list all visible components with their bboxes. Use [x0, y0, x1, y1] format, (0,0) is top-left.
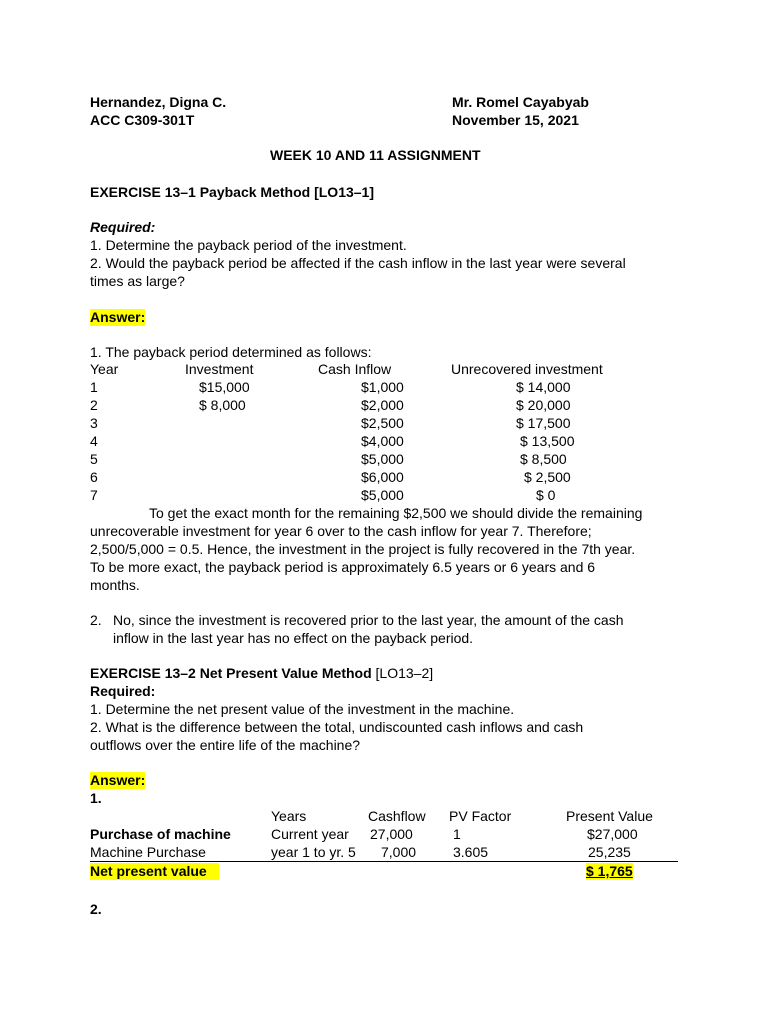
- exercise-2-requirement-2-cont: outflows over the entire life of the machine?: [90, 737, 361, 753]
- table-row: [0, 379, 768, 397]
- exercise-2-title-objective: [LO13–2]: [371, 665, 434, 681]
- exercise-2-answer-1-number: 1.: [90, 790, 102, 806]
- exercise-1-required-label: Required:: [90, 219, 156, 235]
- table-row: [0, 826, 768, 844]
- cell-pv-factor: 1: [453, 826, 461, 842]
- cell-years: Current year: [271, 826, 349, 842]
- col-header-years: Years: [271, 808, 307, 824]
- exercise-2-answer-2-number: 2.: [90, 901, 102, 917]
- cell-label: Machine Purchase: [90, 844, 206, 860]
- exercise-1-answer-1-intro: 1. The payback period determined as follows:: [90, 344, 372, 360]
- npv-total-row: [0, 863, 768, 881]
- table-row: [0, 433, 768, 451]
- net-present-value-label: Net present value: [90, 863, 219, 880]
- cell-cash-inflow: $5,000: [361, 451, 404, 467]
- cell-year: 6: [90, 469, 98, 485]
- cell-unrecovered: $ 0: [536, 487, 556, 503]
- npv-table-header: [0, 808, 768, 826]
- exercise-2-requirement-2: 2. What is the difference between the total, undiscounted cash inflows and cash: [90, 719, 584, 735]
- cell-unrecovered: $ 8,500: [520, 451, 567, 467]
- exercise-2-title-main: EXERCISE 13–2 Net Present Value Method: [90, 665, 372, 681]
- explanation-line-4: To be more exact, the payback period is approximately 6.5 years or 6 years and 6: [90, 559, 596, 575]
- cell-years: year 1 to yr. 5: [271, 844, 356, 860]
- exercise-1-title: EXERCISE 13–1 Payback Method [LO13–1]: [90, 184, 374, 200]
- cell-label: Purchase of machine: [90, 826, 231, 842]
- col-header-pv-factor: PV Factor: [449, 808, 512, 824]
- cell-investment: $ 8,000: [199, 397, 246, 413]
- cell-present-value: $27,000: [587, 826, 638, 842]
- exercise-1-answer-2-cont: inflow in the last year has no effect on the payback period.: [113, 630, 474, 646]
- cell-year: 3: [90, 415, 98, 431]
- course-code: ACC C309-301T: [90, 112, 195, 128]
- cell-cash-inflow: $2,000: [361, 397, 404, 413]
- cell-present-value: 25,235: [588, 844, 631, 860]
- exercise-1-answer-2-number: 2.: [90, 612, 102, 628]
- cell-cash-inflow: $4,000: [361, 433, 404, 449]
- payback-table-header: [0, 361, 768, 379]
- cell-year: 1: [90, 379, 98, 395]
- total-rule: [90, 861, 678, 862]
- instructor-name: Mr. Romel Cayabyab: [452, 94, 589, 110]
- student-name: Hernandez, Digna C.: [90, 94, 227, 110]
- submission-date: November 15, 2021: [452, 112, 579, 128]
- cell-year: 7: [90, 487, 98, 503]
- table-row: [0, 469, 768, 487]
- col-header-year: Year: [90, 361, 119, 377]
- assignment-title: WEEK 10 AND 11 ASSIGNMENT: [270, 147, 481, 163]
- exercise-2-requirement-1: 1. Determine the net present value of the investment in the machine.: [90, 701, 515, 717]
- exercise-2-required-label: Required:: [90, 683, 156, 699]
- table-row: [0, 451, 768, 469]
- exercise-1-answer-2: No, since the investment is recovered prior to the last year, the amount of the cash: [113, 612, 624, 628]
- cell-cashflow: 7,000: [381, 844, 417, 860]
- exercise-2-answer-label: Answer:: [90, 772, 146, 788]
- cell-cash-inflow: $1,000: [361, 379, 404, 395]
- col-header-unrecovered: Unrecovered investment: [451, 361, 603, 377]
- cell-unrecovered: $ 20,000: [516, 397, 571, 413]
- cell-unrecovered: $ 13,500: [520, 433, 575, 449]
- explanation-line-5: months.: [90, 577, 140, 593]
- exercise-1-requirement-2-cont: times as large?: [90, 273, 185, 289]
- col-header-cash-inflow: Cash Inflow: [318, 361, 392, 377]
- cell-year: 4: [90, 433, 98, 449]
- cell-year: 5: [90, 451, 98, 467]
- cell-cashflow: 27,000: [370, 826, 413, 842]
- cell-cash-inflow: $6,000: [361, 469, 404, 485]
- cell-cash-inflow: $5,000: [361, 487, 404, 503]
- cell-investment: $15,000: [199, 379, 250, 395]
- cell-unrecovered: $ 2,500: [524, 469, 571, 485]
- col-header-cashflow: Cashflow: [368, 808, 426, 824]
- explanation-line-2: unrecoverable investment for year 6 over to the cash inflow for year 7. Therefore;: [90, 523, 592, 539]
- cell-cash-inflow: $2,500: [361, 415, 404, 431]
- explanation-line-1: To get the exact month for the remaining $2,500 we should divide the remaining: [149, 505, 643, 521]
- cell-pv-factor: 3.605: [453, 844, 489, 860]
- table-row: [0, 415, 768, 433]
- table-row: [0, 487, 768, 505]
- table-row: [0, 397, 768, 415]
- exercise-1-requirement-2: 2. Would the payback period be affected if the cash inflow in the last year were several: [90, 255, 626, 271]
- exercise-1-requirement-1: 1. Determine the payback period of the investment.: [90, 237, 407, 253]
- table-row: [0, 844, 768, 862]
- col-header-present-value: Present Value: [566, 808, 653, 824]
- cell-year: 2: [90, 397, 98, 413]
- cell-unrecovered: $ 14,000: [516, 379, 571, 395]
- col-header-investment: Investment: [185, 361, 254, 377]
- cell-unrecovered: $ 17,500: [516, 415, 571, 431]
- explanation-line-3: 2,500/5,000 = 0.5. Hence, the investment in the project is fully recovered in the 7th year.: [90, 541, 636, 557]
- net-present-value-amount: $ 1,765: [586, 863, 633, 879]
- exercise-2-title: [90, 665, 433, 682]
- exercise-1-answer-label: Answer:: [90, 309, 146, 325]
